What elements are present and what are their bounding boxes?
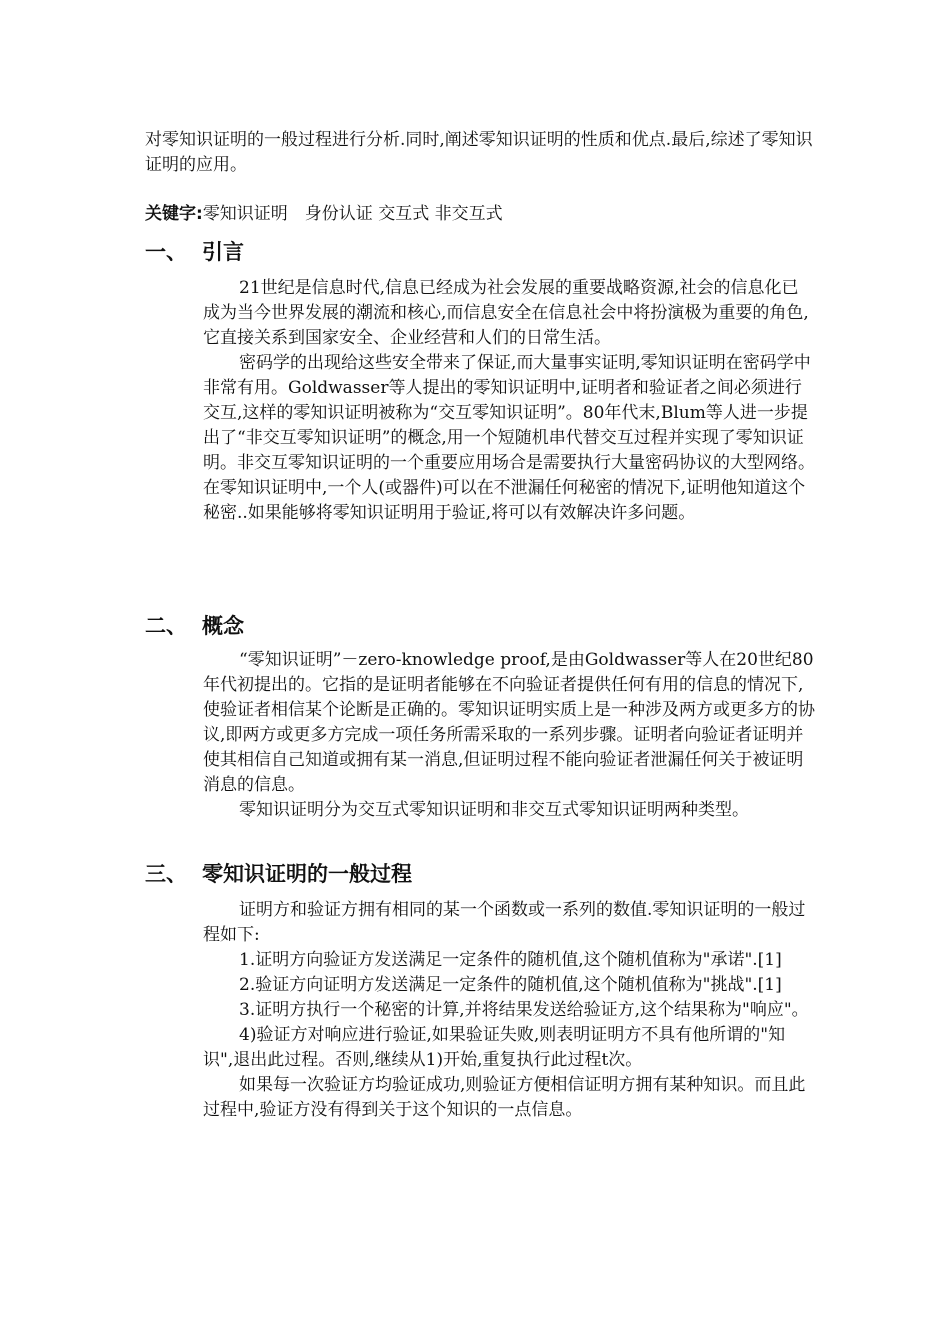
section-body-intro (203, 276, 815, 526)
abstract-paragraph: 对零知识证明的一般过程进行分析.同时,阐述零知识证明的性质和优点.最后,综述了零知识证明的应用。 (145, 130, 813, 175)
section-title: 概念 (202, 614, 244, 638)
section-title: 零知识证明的一般过程 (202, 862, 412, 886)
section-heading-concept (145, 612, 244, 640)
section-number: 三、 (145, 862, 187, 886)
keywords-line (145, 202, 503, 227)
paragraph: 1.证明方向验证方发送满足一定条件的随机值,这个随机值称为"承诺".[1] (239, 950, 782, 970)
section-number: 一、 (145, 240, 187, 264)
section-body-process (203, 898, 815, 1123)
keywords-text: 零知识证明 身份认证 交互式 非交互式 (202, 204, 503, 224)
paragraph: 4)验证方对响应进行验证,如果验证失败,则表明证明方不具有他所谓的"知识",退出此过程。否则,继续从1)开始,重复执行此过程t次。 (203, 1025, 786, 1070)
paragraph: 零知识证明分为交互式零知识证明和非交互式零知识证明两种类型。 (239, 800, 749, 820)
paragraph: 2.验证方向证明方发送满足一定条件的随机值,这个随机值称为"挑战".[1] (239, 975, 782, 995)
paragraph: 如果每一次验证方均验证成功,则验证方便相信证明方拥有某种知识。而且此过程中,验证方没有得到关于这个知识的一点信息。 (203, 1075, 806, 1120)
paragraph: 证明方和验证方拥有相同的某一个函数或一系列的数值.零知识证明的一般过程如下: (203, 900, 806, 945)
section-number: 二、 (145, 614, 187, 638)
section-title: 引言 (202, 240, 244, 264)
section-heading-intro (145, 238, 244, 266)
keywords-label: 关键字: (145, 204, 203, 224)
paragraph: “零知识证明”－zero-knowledge proof,是由Goldwasser等人在20世纪80年代初提出的。它指的是证明者能够在不向验证者提供任何有用的信息的情况下,使验证者相信某个论断是正确的。零知识证明实质上是一种涉及两方或更多方的协议,即两方或更多方完成一项任务所需采取的一系列步骤。证明者向验证者证明并使其相信自己知道或拥有某一消息,但证明过程不能向验证者泄漏任何关于被证明消息的信息。 (203, 650, 815, 795)
paragraph: 密码学的出现给这些安全带来了保证,而大量事实证明,零知识证明在密码学中非常有用。Goldwasser等人提出的零知识证明中,证明者和验证者之间必须进行交互,这样的零知识证明被称为“交互零知识证明”。80年代末,Blum等人进一步提出了“非交互零知识证明”的概念,用一个短随机串代替交互过程并实现了零知识证明。非交互零知识证明的一个重要应用场合是需要执行大量密码协议的大型网络。在零知识证明中,一个人(或器件)可以在不泄漏任何秘密的情况下,证明他知道这个秘密..如果能够将零知识证明用于验证,将可以有效解决许多问题。 (203, 353, 815, 523)
paragraph: 3.证明方执行一个秘密的计算,并将结果发送给验证方,这个结果称为"响应"。 (239, 1000, 809, 1020)
paragraph: 21世纪是信息时代,信息已经成为社会发展的重要战略资源,社会的信息化已成为当今世界发展的潮流和核心,而信息安全在信息社会中将扮演极为重要的角色,它直接关系到国家安全、企业经营和人们的日常生活。 (203, 278, 809, 348)
section-heading-process (145, 860, 412, 888)
section-body-concept (203, 648, 815, 823)
